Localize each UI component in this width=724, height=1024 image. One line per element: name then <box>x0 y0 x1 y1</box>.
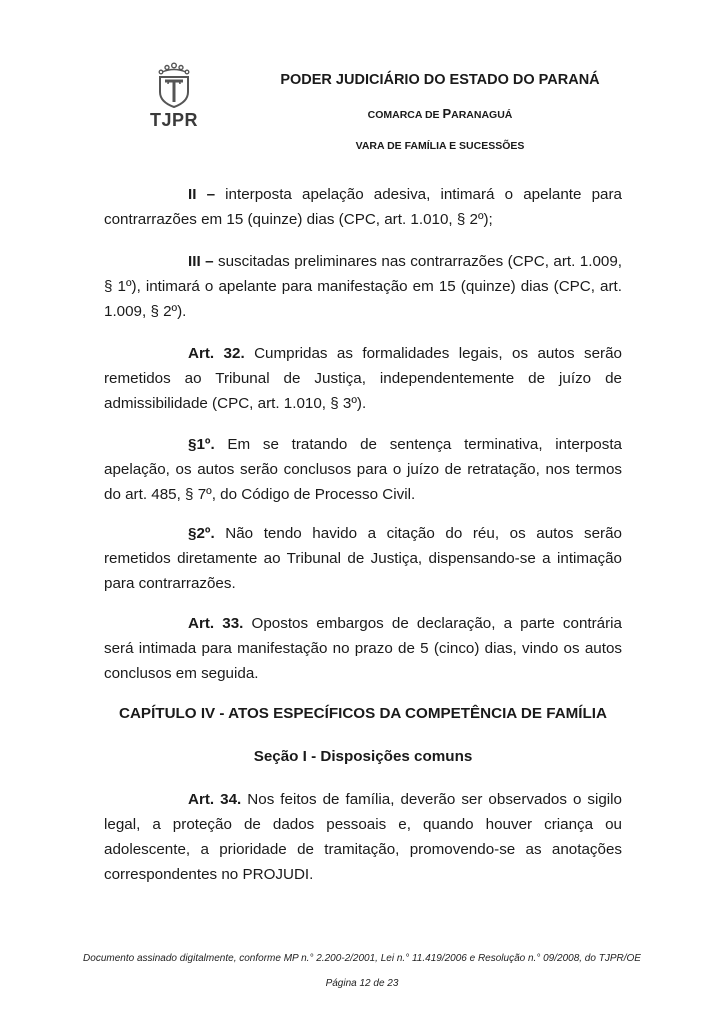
page-number: Página 12 de 23 <box>325 978 399 989</box>
court-name: PODER JUDICIÁRIO DO ESTADO DO PARANÁ <box>280 72 600 88</box>
court-division: VARA DE FAMÍLIA E SUCESSÕES <box>355 140 525 152</box>
article-32-paragraph-2 <box>104 521 622 596</box>
paragraph-text: Em se tratando de sentença terminativa, interposta apelação, os autos serão conclusos para o juízo de retratação, nos termos do art. 485, § 7º, do Código de Processo Civil. <box>104 436 622 503</box>
paragraph-lead: Art. 34. <box>188 791 242 808</box>
paragraph-text: interposta apelação adesiva, intimará o apelante para contrarrazões em 15 (quinze) dias (CPC, art. 1.010, § 2º); <box>104 186 622 228</box>
comarca-name <box>200 106 680 121</box>
paragraph-ii <box>104 182 622 232</box>
paragraph-text: Não tendo havido a citação do réu, os autos serão remetidos diretamente ao Tribunal de Justiça, dispensando-se a intimação para contrarrazões. <box>104 525 622 592</box>
article-32-paragraph-1 <box>104 432 622 507</box>
paragraph-lead: Art. 32. <box>188 345 245 362</box>
comarca-prefix: COMARCA DE <box>367 109 443 121</box>
logo-text: TJPR <box>149 110 198 130</box>
tjpr-logo <box>146 62 202 130</box>
signature-note: Documento assinado digitalmente, conforme MP n.° 2.200-2/2001, Lei n.° 11.419/2006 e Resolução n.° 09/2008, do TJPR/OE <box>83 953 641 964</box>
section-title-block <box>104 744 622 769</box>
article-32 <box>104 341 622 416</box>
comarca-rest: ARANAGUÁ <box>451 109 513 121</box>
paragraph-text: suscitadas preliminares nas contrarrazões (CPC, art. 1.009, § 1º), intimará o apelante para manifestação em 15 (quinze) dias (CPC, art. 1.009, § 2º). <box>104 253 623 320</box>
paragraph-text: Cumpridas as formalidades legais, os autos serão remetidos ao Tribunal de Justiça, independentemente de juízo de admissibilidade (CPC, art. 1.010, § 3º). <box>104 345 622 412</box>
article-33 <box>104 611 622 686</box>
paragraph-text: Opostos embargos de declaração, a parte contrária será intimada para manifestação no prazo de 5 (cinco) dias, vindo os autos conclusos em seguida. <box>104 615 622 682</box>
paragraph-lead: III – <box>188 253 214 270</box>
paragraph-lead: II – <box>188 186 216 203</box>
section-title: Seção I - Disposições comuns <box>253 748 473 765</box>
paragraph-lead: §1º. <box>188 436 215 453</box>
article-34 <box>104 787 622 887</box>
chapter-title-block <box>104 701 622 726</box>
paragraph-lead: Art. 33. <box>188 615 244 632</box>
paragraph-iii <box>104 249 622 324</box>
paragraph-lead: §2º. <box>188 525 215 542</box>
chapter-title: CAPÍTULO IV - ATOS ESPECÍFICOS DA COMPETÊNCIA DE FAMÍLIA <box>119 705 607 722</box>
comarca-initial: P <box>442 106 452 121</box>
paragraph-text: Nos feitos de família, deverão ser observados o sigilo legal, a proteção de dados pessoais e, quando houver criança ou adolescente, a prioridade de tramitação, promovendo-se as anotações correspondentes no PROJUDI. <box>104 791 622 883</box>
tjpr-emblem-icon <box>154 62 194 108</box>
